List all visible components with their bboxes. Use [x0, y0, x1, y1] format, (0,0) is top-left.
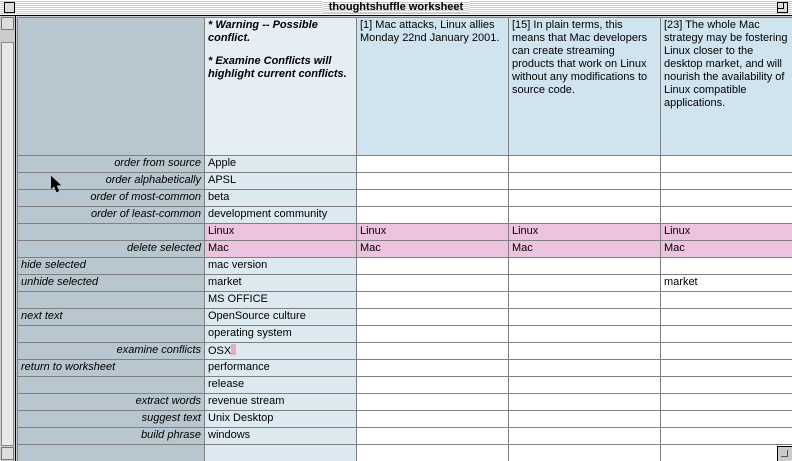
source-text-3-body: [23] The whole Mac strategy may be fostering Linux closer to the desktop market, and will nourish the availability of Linux compatible applications.	[664, 19, 788, 109]
selection-caret	[231, 344, 236, 355]
table-row[interactable]	[18, 326, 792, 343]
left-scrollbar[interactable]	[0, 16, 16, 461]
warning-line-1: * Warning -- Possible conflict.	[208, 19, 318, 44]
table-row[interactable]	[18, 309, 792, 326]
occurrence-cell[interactable]	[357, 360, 509, 377]
occurrence-cell[interactable]	[661, 394, 792, 411]
occurrence-cell[interactable]	[509, 445, 661, 461]
table-row[interactable]	[18, 156, 792, 173]
occurrence-cell[interactable]	[357, 445, 509, 461]
occurrence-cell[interactable]: Mac	[509, 241, 661, 258]
command-spacer	[18, 445, 205, 461]
table-row[interactable]	[18, 377, 792, 394]
occurrence-cell[interactable]	[509, 394, 661, 411]
source-text-2-body: [15] In plain terms, this means that Mac developers can create streaming products that work on Linux without any modifications to source code.	[512, 19, 648, 96]
occurrence-cell[interactable]	[661, 207, 792, 224]
occurrence-cell[interactable]	[357, 377, 509, 394]
command-unhide-selected[interactable]: unhide selected	[18, 275, 205, 292]
table-row[interactable]	[18, 241, 792, 258]
command-delete-selected[interactable]: delete selected	[18, 241, 205, 258]
zoom-box-icon[interactable]	[777, 2, 788, 13]
occurrence-cell[interactable]	[509, 428, 661, 445]
worksheet-grid	[17, 17, 792, 461]
header-row	[18, 18, 792, 156]
occurrence-cell[interactable]	[509, 190, 661, 207]
occurrence-cell[interactable]	[661, 173, 792, 190]
command-order-least-common[interactable]: order of least-common	[18, 207, 205, 224]
occurrence-cell[interactable]	[661, 360, 792, 377]
occurrence-cell[interactable]	[509, 258, 661, 275]
table-row[interactable]	[18, 275, 792, 292]
source-text-3[interactable]	[661, 18, 792, 156]
scroll-thumb[interactable]	[1, 42, 14, 446]
warning-line-2: * Examine Conflicts will highlight current conflicts.	[208, 55, 347, 80]
word-cell[interactable]: OpenSource culture	[205, 309, 357, 326]
command-build-phrase[interactable]: build phrase	[18, 428, 205, 445]
resize-grow-box[interactable]	[777, 446, 792, 461]
command-return-to-worksheet[interactable]: return to worksheet	[18, 360, 205, 377]
occurrence-cell[interactable]: Mac	[357, 241, 509, 258]
occurrence-cell[interactable]	[509, 275, 661, 292]
scroll-down-button[interactable]	[1, 447, 14, 460]
worksheet-body	[18, 18, 792, 461]
occurrence-cell[interactable]	[661, 428, 792, 445]
window-titlebar[interactable]	[0, 0, 792, 16]
word-cell[interactable]: beta	[205, 190, 357, 207]
table-row[interactable]	[18, 207, 792, 224]
occurrence-cell[interactable]	[357, 326, 509, 343]
occurrence-cell[interactable]	[661, 445, 792, 461]
occurrence-cell[interactable]	[357, 309, 509, 326]
command-column-header	[18, 18, 205, 156]
table-row[interactable]	[18, 445, 792, 461]
window-title-text: thoughtshuffle worksheet	[323, 1, 469, 13]
occurrence-cell[interactable]: market	[661, 275, 792, 292]
occurrence-cell[interactable]	[509, 377, 661, 394]
occurrence-cell[interactable]	[357, 411, 509, 428]
occurrence-cell[interactable]	[661, 292, 792, 309]
word-cell[interactable]: development community	[205, 207, 357, 224]
word-cell[interactable]: release	[205, 377, 357, 394]
occurrence-cell[interactable]	[509, 309, 661, 326]
source-text-1[interactable]	[357, 18, 509, 156]
occurrence-cell[interactable]	[357, 173, 509, 190]
occurrence-cell[interactable]: Linux	[509, 224, 661, 241]
occurrence-cell[interactable]	[661, 377, 792, 394]
word-cell[interactable]: performance	[205, 360, 357, 377]
command-order-alphabetically[interactable]: order alphabetically	[18, 173, 205, 190]
command-examine-conflicts[interactable]: examine conflicts	[18, 343, 205, 360]
command-spacer	[18, 377, 205, 394]
word-cell[interactable]: revenue stream	[205, 394, 357, 411]
word-cell[interactable]: mac version	[205, 258, 357, 275]
occurrence-cell[interactable]	[661, 258, 792, 275]
occurrence-cell[interactable]	[357, 292, 509, 309]
worksheet-table	[17, 17, 792, 461]
occurrence-cell[interactable]	[661, 156, 792, 173]
command-extract-words[interactable]: extract words	[18, 394, 205, 411]
word-cell[interactable]: operating system	[205, 326, 357, 343]
command-spacer	[18, 292, 205, 309]
word-cell[interactable]: Mac	[205, 241, 357, 258]
word-cell[interactable]: Unix Desktop	[205, 411, 357, 428]
occurrence-cell[interactable]	[509, 207, 661, 224]
table-row[interactable]	[18, 394, 792, 411]
command-next-text[interactable]: next text	[18, 309, 205, 326]
table-row[interactable]	[18, 343, 792, 360]
word-cell-selected[interactable]	[205, 343, 357, 360]
occurrence-cell[interactable]	[509, 292, 661, 309]
occurrence-cell[interactable]	[661, 326, 792, 343]
table-row[interactable]	[18, 190, 792, 207]
word-cell[interactable]: windows	[205, 428, 357, 445]
warning-note-cell	[205, 18, 357, 156]
window-title	[0, 1, 792, 13]
table-row[interactable]	[18, 428, 792, 445]
word-cell[interactable]: APSL	[205, 173, 357, 190]
occurrence-cell[interactable]	[357, 275, 509, 292]
occurrence-cell[interactable]	[357, 156, 509, 173]
scroll-up-button[interactable]	[1, 17, 14, 30]
occurrence-cell[interactable]	[509, 156, 661, 173]
word-cell[interactable]: Linux	[205, 224, 357, 241]
table-row[interactable]	[18, 224, 792, 241]
command-hide-selected[interactable]: hide selected	[18, 258, 205, 275]
occurrence-cell[interactable]	[509, 360, 661, 377]
word-cell[interactable]: market	[205, 275, 357, 292]
occurrence-cell[interactable]	[509, 326, 661, 343]
occurrence-cell[interactable]	[357, 258, 509, 275]
occurrence-cell[interactable]	[357, 207, 509, 224]
occurrence-cell[interactable]	[509, 173, 661, 190]
occurrence-cell[interactable]: Mac	[661, 241, 792, 258]
table-row[interactable]	[18, 360, 792, 377]
table-row[interactable]	[18, 258, 792, 275]
occurrence-cell[interactable]	[661, 411, 792, 428]
command-spacer	[18, 326, 205, 343]
table-row[interactable]	[18, 411, 792, 428]
command-order-most-common[interactable]: order of most-common	[18, 190, 205, 207]
occurrence-cell[interactable]	[357, 428, 509, 445]
occurrence-cell[interactable]	[357, 190, 509, 207]
word-cell-text: OSX	[208, 345, 232, 357]
occurrence-cell[interactable]	[509, 411, 661, 428]
word-cell[interactable]: MS OFFICE	[205, 292, 357, 309]
command-order-from-source[interactable]: order from source	[18, 156, 205, 173]
table-row[interactable]	[18, 173, 792, 190]
occurrence-cell[interactable]	[357, 394, 509, 411]
command-spacer	[18, 224, 205, 241]
command-suggest-text[interactable]: suggest text	[18, 411, 205, 428]
occurrence-cell[interactable]	[661, 190, 792, 207]
occurrence-cell[interactable]	[661, 309, 792, 326]
word-cell[interactable]	[205, 445, 357, 461]
source-text-1-body: [1] Mac attacks, Linux allies Monday 22nd January 2001.	[360, 19, 500, 44]
source-text-2[interactable]	[509, 18, 661, 156]
occurrence-cell[interactable]: Linux	[661, 224, 792, 241]
occurrence-cell[interactable]	[357, 343, 509, 360]
word-cell[interactable]: Apple	[205, 156, 357, 173]
table-row[interactable]	[18, 292, 792, 309]
occurrence-cell[interactable]	[661, 343, 792, 360]
occurrence-cell[interactable]: Linux	[357, 224, 509, 241]
occurrence-cell[interactable]	[509, 343, 661, 360]
